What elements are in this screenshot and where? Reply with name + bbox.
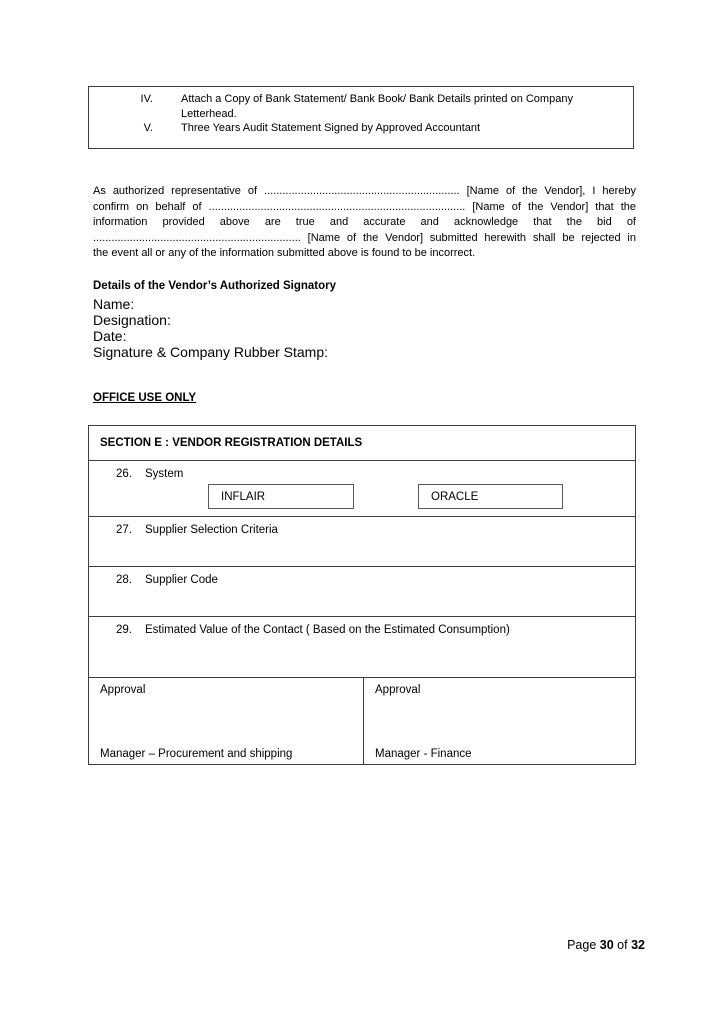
list-text-line: Attach a Copy of Bank Statement/ Bank Book/ Bank Details printed on Company (181, 93, 573, 105)
signatory-fields (93, 296, 328, 360)
row-29-estimated-value (89, 616, 635, 677)
declaration-line: As authorized representative of ................................................................ [Name of the Vendor], I hereby (93, 185, 636, 197)
row-title: Supplier Selection Criteria (145, 524, 278, 536)
approval-role-procurement: Manager – Procurement and shipping (100, 748, 293, 760)
row-title: Supplier Code (145, 574, 218, 586)
list-number: IV. (140, 93, 153, 105)
signatory-heading: Details of the Vendor’s Authorized Signatory (93, 280, 337, 292)
list-text-line: Letterhead. (181, 107, 237, 120)
row-number: 26. (116, 468, 132, 480)
approval-cell-procurement (89, 678, 363, 764)
footer-prefix: Page (567, 938, 597, 952)
row-26-system (89, 460, 635, 516)
declaration-line: information provided above are true and accurate and acknowledge that the bid of (93, 216, 636, 229)
field-signature-stamp: Signature & Company Rubber Stamp: (93, 344, 329, 360)
attachment-requirements-box (88, 86, 634, 149)
row-number: 27. (116, 524, 132, 536)
row-title: System (145, 468, 184, 480)
system-option-oracle (418, 484, 563, 509)
table-header: SECTION E : VENDOR REGISTRATION DETAILS (100, 437, 363, 449)
declaration-line: the event all or any of the information submitted above is found to be incorrect. (93, 247, 476, 260)
row-label (89, 517, 635, 536)
list-text (181, 121, 480, 136)
field-date: Date: (93, 328, 127, 344)
list-item-v (89, 121, 633, 136)
approval-title: Approval (375, 684, 421, 696)
declaration-line: confirm on behalf of .................................................................................... [Name of the Vendor] that the (93, 200, 636, 213)
row-number: 29. (116, 624, 132, 636)
page-footer (493, 938, 645, 952)
row-label (89, 617, 635, 636)
footer-total-pages: 32 (631, 938, 645, 952)
approval-role-finance: Manager - Finance (375, 748, 472, 760)
system-option-inflair (208, 484, 354, 509)
list-text (181, 92, 573, 121)
field-name: Name: (93, 296, 135, 312)
row-title: Estimated Value of the Contact ( Based on the Estimated Consumption) (145, 624, 510, 636)
option-label: INFLAIR (221, 490, 266, 503)
list-text-line: Three Years Audit Statement Signed by Approved Accountant (181, 122, 481, 134)
section-e-table (88, 425, 636, 765)
approval-title: Approval (100, 684, 146, 696)
list-item-iv (89, 92, 633, 121)
list-number: V. (143, 122, 153, 134)
footer-of: of (617, 938, 628, 952)
row-number: 28. (116, 574, 132, 586)
footer-page-number: 30 (599, 938, 614, 952)
approval-cell-finance (363, 678, 635, 764)
office-use-label: OFFICE USE ONLY (93, 392, 197, 404)
row-27-supplier-selection-criteria (89, 516, 635, 566)
approval-row (89, 677, 635, 764)
row-label (89, 567, 635, 586)
declaration-paragraph (93, 184, 636, 262)
option-label: ORACLE (431, 490, 479, 503)
field-designation: Designation: (93, 312, 171, 328)
declaration-line: .................................................................... [Name of the Vendor] submitted herewith shall be rejected in (93, 231, 636, 244)
row-label (89, 461, 635, 480)
row-28-supplier-code (89, 566, 635, 616)
